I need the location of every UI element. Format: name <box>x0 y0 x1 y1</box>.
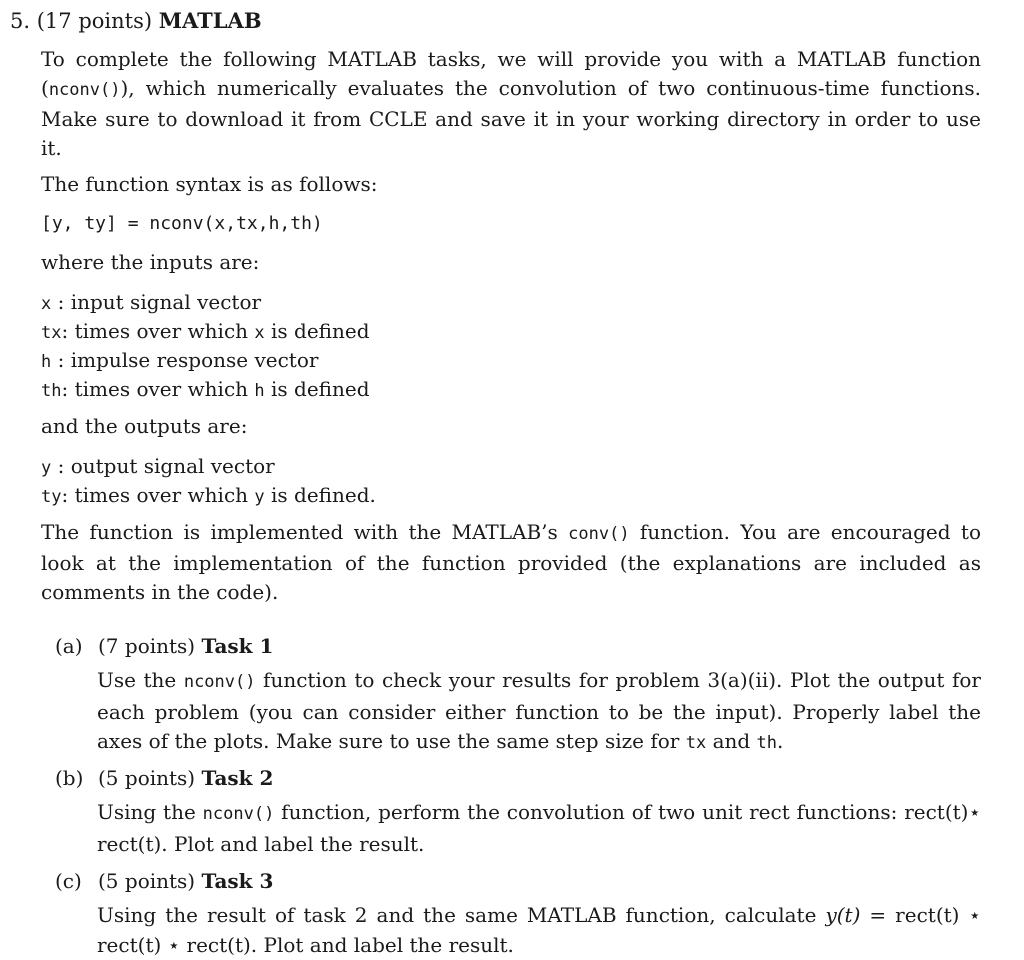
input-row-x <box>41 288 261 316</box>
task-b-heading <box>55 766 273 790</box>
input-row-th <box>41 375 370 403</box>
task-name: Task 1 <box>201 634 274 658</box>
syntax-intro: The function syntax is as follows: <box>41 172 378 196</box>
intro-open-paren: ( <box>41 76 49 100</box>
input-desc: times over which <box>74 319 255 343</box>
input-desc: impulse response vector <box>70 348 319 372</box>
input-row-tx <box>41 317 370 345</box>
task-text: Use the <box>97 668 184 692</box>
task-code: nconv() <box>183 672 256 692</box>
task-text: Using the <box>97 800 203 824</box>
syntax-code: [y, ty] = nconv(x,tx,h,th) <box>41 213 323 234</box>
task-text: . <box>777 729 784 753</box>
task-a-heading <box>55 634 273 658</box>
input-desc: input signal vector <box>70 290 262 314</box>
task-points: (5 points) <box>98 766 196 790</box>
output-key: ty <box>41 487 62 507</box>
task-code: th <box>756 733 778 753</box>
task-text: function to check your results for problem 3(a)(ii). Plot the output for each problem (you can consider either function to be the input). Properly label the axes of the plots. Make sure to use the same step size for <box>97 668 981 753</box>
task-code: tx <box>685 733 707 753</box>
task-letter: (a) <box>55 634 83 658</box>
input-key: h <box>41 352 52 372</box>
task-text: and <box>706 729 757 753</box>
task-name: Task 2 <box>201 766 274 790</box>
input-key: th <box>41 381 62 401</box>
task-math: y(t) <box>825 903 861 927</box>
input-ref: x <box>254 323 265 343</box>
task-a-body <box>97 666 981 759</box>
intro-text-1: To complete the following MATLAB tasks, we will provide you with a MATLAB function <box>41 47 981 71</box>
output-desc-2: is defined. <box>264 483 376 507</box>
problem-heading <box>10 8 262 33</box>
inputs-intro: where the inputs are: <box>41 250 260 274</box>
task-code: nconv() <box>202 804 275 824</box>
task-letter: (c) <box>55 869 82 893</box>
input-ref: h <box>254 381 265 401</box>
output-row-ty <box>41 481 376 509</box>
output-key: y <box>41 458 52 478</box>
task-b-body <box>97 798 981 859</box>
input-desc-2: is defined <box>264 319 370 343</box>
output-desc: times over which <box>74 483 255 507</box>
input-key: tx <box>41 323 62 343</box>
impl-text-1: The function is implemented with the MATLAB’s <box>41 520 569 544</box>
task-points: (5 points) <box>98 869 196 893</box>
problem-title: MATLAB <box>158 8 262 33</box>
problem-points: (17 points) <box>36 9 153 33</box>
input-desc: times over which <box>74 377 255 401</box>
outputs-intro: and the outputs are: <box>41 414 248 438</box>
intro-paragraph <box>41 45 981 163</box>
implementation-paragraph <box>41 518 981 607</box>
output-sep: : <box>51 454 71 478</box>
task-c-body <box>97 901 981 960</box>
input-key: x <box>41 294 52 314</box>
intro-code-nconv: nconv() <box>48 80 121 100</box>
input-sep: : <box>61 377 75 401</box>
input-row-h <box>41 346 318 374</box>
task-text: Using the result of task 2 and the same MATLAB function, calculate <box>97 903 826 927</box>
output-sep: : <box>61 483 75 507</box>
task-points: (7 points) <box>98 634 196 658</box>
output-ref: y <box>254 487 265 507</box>
output-row-y <box>41 452 275 480</box>
output-desc: output signal vector <box>70 454 275 478</box>
task-letter: (b) <box>55 766 84 790</box>
impl-code-conv: conv() <box>568 524 630 544</box>
intro-text-2: ), which numerically evaluates the convolution of two continuous-time functions. Make sure to download it from CCLE and save it in your working directory in order to use it. <box>41 76 981 160</box>
input-sep: : <box>51 348 71 372</box>
task-name: Task 3 <box>201 869 274 893</box>
input-desc-2: is defined <box>264 377 370 401</box>
input-sep: : <box>61 319 75 343</box>
impl-text-2: function. You are encouraged to look at the implementation of the function provided (the explanations are included as comments in the code). <box>41 520 982 604</box>
problem-number: 5. <box>10 9 31 33</box>
task-c-heading <box>55 869 273 893</box>
task-text: = rect(t) ⋆ rect(t) ⋆ rect(t). Plot and label the result. <box>97 903 981 957</box>
task-text: function, perform the convolution of two unit rect functions: rect(t)⋆ rect(t). Plot and label the result. <box>97 800 981 856</box>
input-sep: : <box>51 290 71 314</box>
